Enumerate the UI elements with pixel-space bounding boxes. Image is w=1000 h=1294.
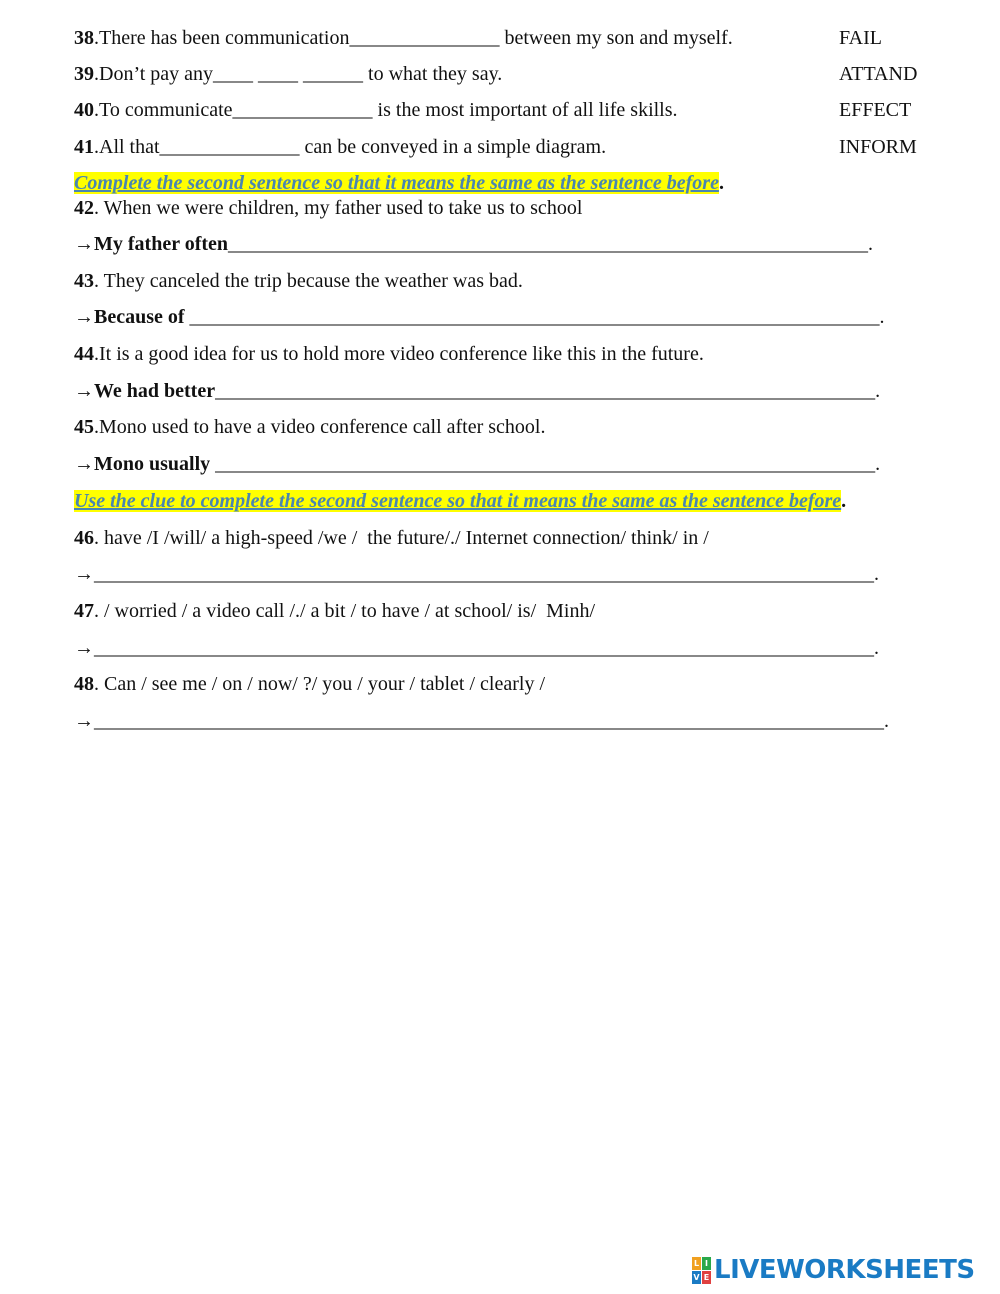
- section-instruction: [74, 489, 846, 513]
- arrow-icon: →: [74, 233, 94, 255]
- answer-line-44[interactable]: [74, 379, 880, 403]
- answer-blank[interactable]: _______________________________________________________________________________.: [94, 710, 889, 732]
- answer-line-42[interactable]: [74, 232, 873, 256]
- question-number: 41: [74, 136, 94, 158]
- question-number: 46: [74, 527, 94, 549]
- instruction-period: .: [841, 490, 847, 512]
- answer-blank[interactable]: ________________________________________________________________.: [228, 233, 874, 255]
- highlighted-instruction: Complete the second sentence so that it means the same as the sentence before: [74, 172, 719, 194]
- question-40: [74, 98, 678, 122]
- logo-mark-tile: I: [702, 1257, 711, 1270]
- question-text: . / worried / a video call /./ a bit / to have / at school/ is/ Minh/: [94, 600, 596, 622]
- highlighted-instruction: Use the clue to complete the second sentence so that it means the same as the sentence before: [74, 490, 842, 512]
- question-number: 44: [74, 343, 94, 365]
- question-45: [74, 415, 545, 439]
- answer-prompt: Because of: [94, 306, 190, 328]
- question-text: .There has been communication_______________ between my son and myself.: [94, 27, 733, 49]
- logo-mark-tile: V: [693, 1272, 700, 1282]
- question-number: 38: [74, 27, 94, 49]
- question-number: 40: [74, 99, 94, 121]
- logo-text: LIVEWORKSHEETS: [714, 1255, 975, 1285]
- answer-line-47[interactable]: [74, 636, 879, 660]
- question-43: [74, 269, 523, 293]
- word-cue: INFORM: [839, 136, 917, 158]
- question-48: [74, 672, 545, 696]
- logo-mark-tile: E: [703, 1272, 710, 1282]
- arrow-icon: →: [74, 710, 94, 732]
- answer-blank[interactable]: ______________________________________________________________________________.: [94, 563, 879, 585]
- answer-blank[interactable]: __________________________________________________________________.: [215, 380, 881, 402]
- answer-prompt: Mono usually: [94, 453, 216, 475]
- answer-line-43[interactable]: [74, 305, 885, 329]
- question-number: 39: [74, 63, 94, 85]
- liveworksheets-logo: [692, 1256, 975, 1284]
- question-number: 48: [74, 673, 94, 695]
- answer-prompt: My father often: [94, 233, 229, 255]
- word-cue: ATTAND: [839, 63, 918, 85]
- answer-blank[interactable]: _____________________________________________________________________.: [189, 306, 885, 328]
- question-number: 42: [74, 197, 94, 219]
- arrow-icon: →: [74, 563, 94, 585]
- question-text: .To communicate______________ is the most important of all life skills.: [94, 99, 678, 121]
- word-cue: EFFECT: [839, 99, 912, 121]
- question-text: . When we were children, my father used to take us to school: [94, 197, 583, 219]
- word-cue: FAIL: [839, 27, 882, 49]
- question-number: 43: [74, 270, 94, 292]
- answer-line-48[interactable]: [74, 709, 889, 733]
- question-39: [74, 62, 502, 86]
- question-46: [74, 526, 709, 550]
- arrow-icon: →: [74, 380, 94, 402]
- arrow-icon: →: [74, 637, 94, 659]
- section-instruction: [74, 171, 724, 195]
- answer-blank[interactable]: ______________________________________________________________________________.: [94, 637, 879, 659]
- answer-line-46[interactable]: [74, 562, 879, 586]
- question-41: [74, 135, 606, 159]
- question-text: .Mono used to have a video conference call after school.: [94, 416, 546, 438]
- arrow-icon: →: [74, 306, 94, 328]
- answer-prompt: We had better: [94, 380, 216, 402]
- answer-line-45[interactable]: [74, 452, 880, 476]
- question-44: [74, 342, 704, 366]
- question-text: . have /I /will/ a high-speed /we / the future/./ Internet connection/ think/ in /: [94, 527, 709, 549]
- arrow-icon: →: [74, 453, 94, 475]
- answer-blank[interactable]: __________________________________________________________________.: [215, 453, 881, 475]
- liveworksheets-mark-icon: [692, 1257, 711, 1284]
- instruction-period: .: [718, 172, 724, 194]
- question-38: [74, 26, 733, 50]
- question-text: . They canceled the trip because the weather was bad.: [94, 270, 523, 292]
- question-42: [74, 196, 582, 220]
- question-text: .It is a good idea for us to hold more video conference like this in the future.: [94, 343, 704, 365]
- question-text: . Can / see me / on / now/ ?/ you / your / tablet / clearly /: [94, 673, 546, 695]
- logo-mark-tile: L: [693, 1258, 700, 1268]
- question-number: 47: [74, 600, 94, 622]
- question-number: 45: [74, 416, 94, 438]
- question-text: .Don’t pay any____ ____ ______ to what they say.: [94, 63, 503, 85]
- question-text: .All that______________ can be conveyed in a simple diagram.: [94, 136, 607, 158]
- question-47: [74, 599, 595, 623]
